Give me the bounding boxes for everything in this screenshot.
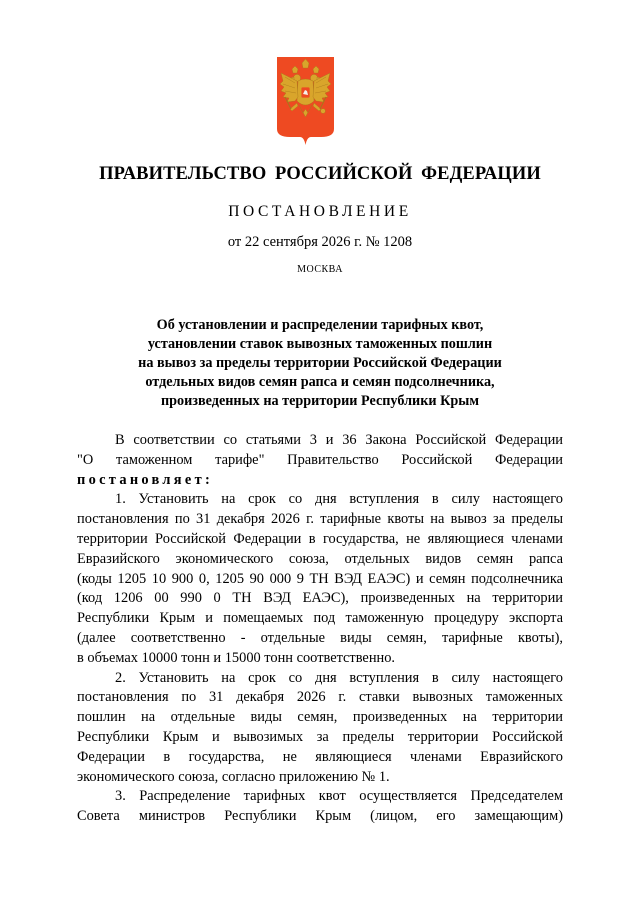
paragraph-1-line: в объемах 10000 тонн и 15000 тонн соответственно. bbox=[77, 649, 396, 666]
paragraph-1-line: (коды 1205 10 900 0, 1205 90 000 9 ТН ВЭД ЕАЭС) и семян подсолнечника bbox=[77, 570, 563, 587]
paragraph-1-line: территории Российской Федерации в государства, не являющиеся членами bbox=[77, 530, 563, 547]
title-line: установлении ставок вывозных таможенных пошлин bbox=[147, 336, 493, 352]
paragraph-1-line: 1. Установить на срок со дня вступления в силу настоящего bbox=[115, 491, 563, 508]
paragraph-2-line: 2. Установить на срок со дня вступления в силу настоящего bbox=[115, 669, 563, 686]
title-line: отдельных видов семян рапса и семян подсолнечника, bbox=[145, 374, 495, 390]
paragraph-2-line: Республики Крым и вывозимых за пределы территории Российской bbox=[77, 728, 563, 745]
paragraph-3-line: 3. Распределение тарифных квот осуществляется Председателем bbox=[115, 788, 563, 805]
paragraph-2-line: пошлин на отдельные виды семян, произведенных на территории bbox=[77, 709, 563, 726]
title-line: Об установлении и распределении тарифных квот, bbox=[156, 317, 484, 333]
document-title bbox=[80, 316, 560, 411]
paragraph-1-line: (далее соответственно - отдельные виды семян, тарифные квоты), bbox=[77, 629, 563, 646]
preamble-line: В соответствии со статьями 3 и 36 Закона Российской Федерации bbox=[115, 432, 563, 448]
paragraph-2-line: постановления по 31 декабря 2026 г. ставки вывозных таможенных bbox=[77, 689, 563, 706]
document-type: ПОСТАНОВЛЕНИЕ bbox=[228, 203, 412, 220]
paragraph-1-line: Республики Крым и помещаемых под таможенную процедуру экспорта bbox=[77, 610, 563, 627]
title-line: на вывоз за пределы территории Российской Федерации bbox=[138, 355, 502, 371]
coat-of-arms-emblem bbox=[277, 57, 334, 145]
city: МОСКВА bbox=[297, 264, 343, 275]
resolves-word: постановляет: bbox=[77, 471, 214, 488]
preamble-line: "О таможенном тарифе" Правительство Российской Федерации bbox=[77, 451, 563, 468]
paragraph-2-line: Федерации в государства, не являющиеся членами Евразийского bbox=[77, 748, 563, 765]
government-name: ПРАВИТЕЛЬСТВО РОССИЙСКОЙ ФЕДЕРАЦИИ bbox=[99, 164, 541, 184]
date-and-number: от 22 сентября 2026 г. № 1208 bbox=[227, 234, 413, 250]
paragraph-2-line: экономического союза, согласно приложению № 1. bbox=[77, 768, 390, 785]
paragraph-1-line: постановления по 31 декабря 2026 г. тарифные квоты на вывоз за пределы bbox=[77, 511, 563, 528]
paragraph-1-line: (код 1206 00 990 0 ТН ВЭД ЕАЭС), произведенных на территории bbox=[77, 590, 563, 607]
paragraph-3-line: Совета министров Республики Крым (лицом, его замещающим) bbox=[77, 808, 563, 825]
paragraph-1-line: Евразийского экономического союза, отдельных видов семян рапса bbox=[77, 550, 563, 567]
title-line: произведенных на территории Республики Крым bbox=[160, 393, 480, 409]
document-body bbox=[77, 431, 563, 827]
